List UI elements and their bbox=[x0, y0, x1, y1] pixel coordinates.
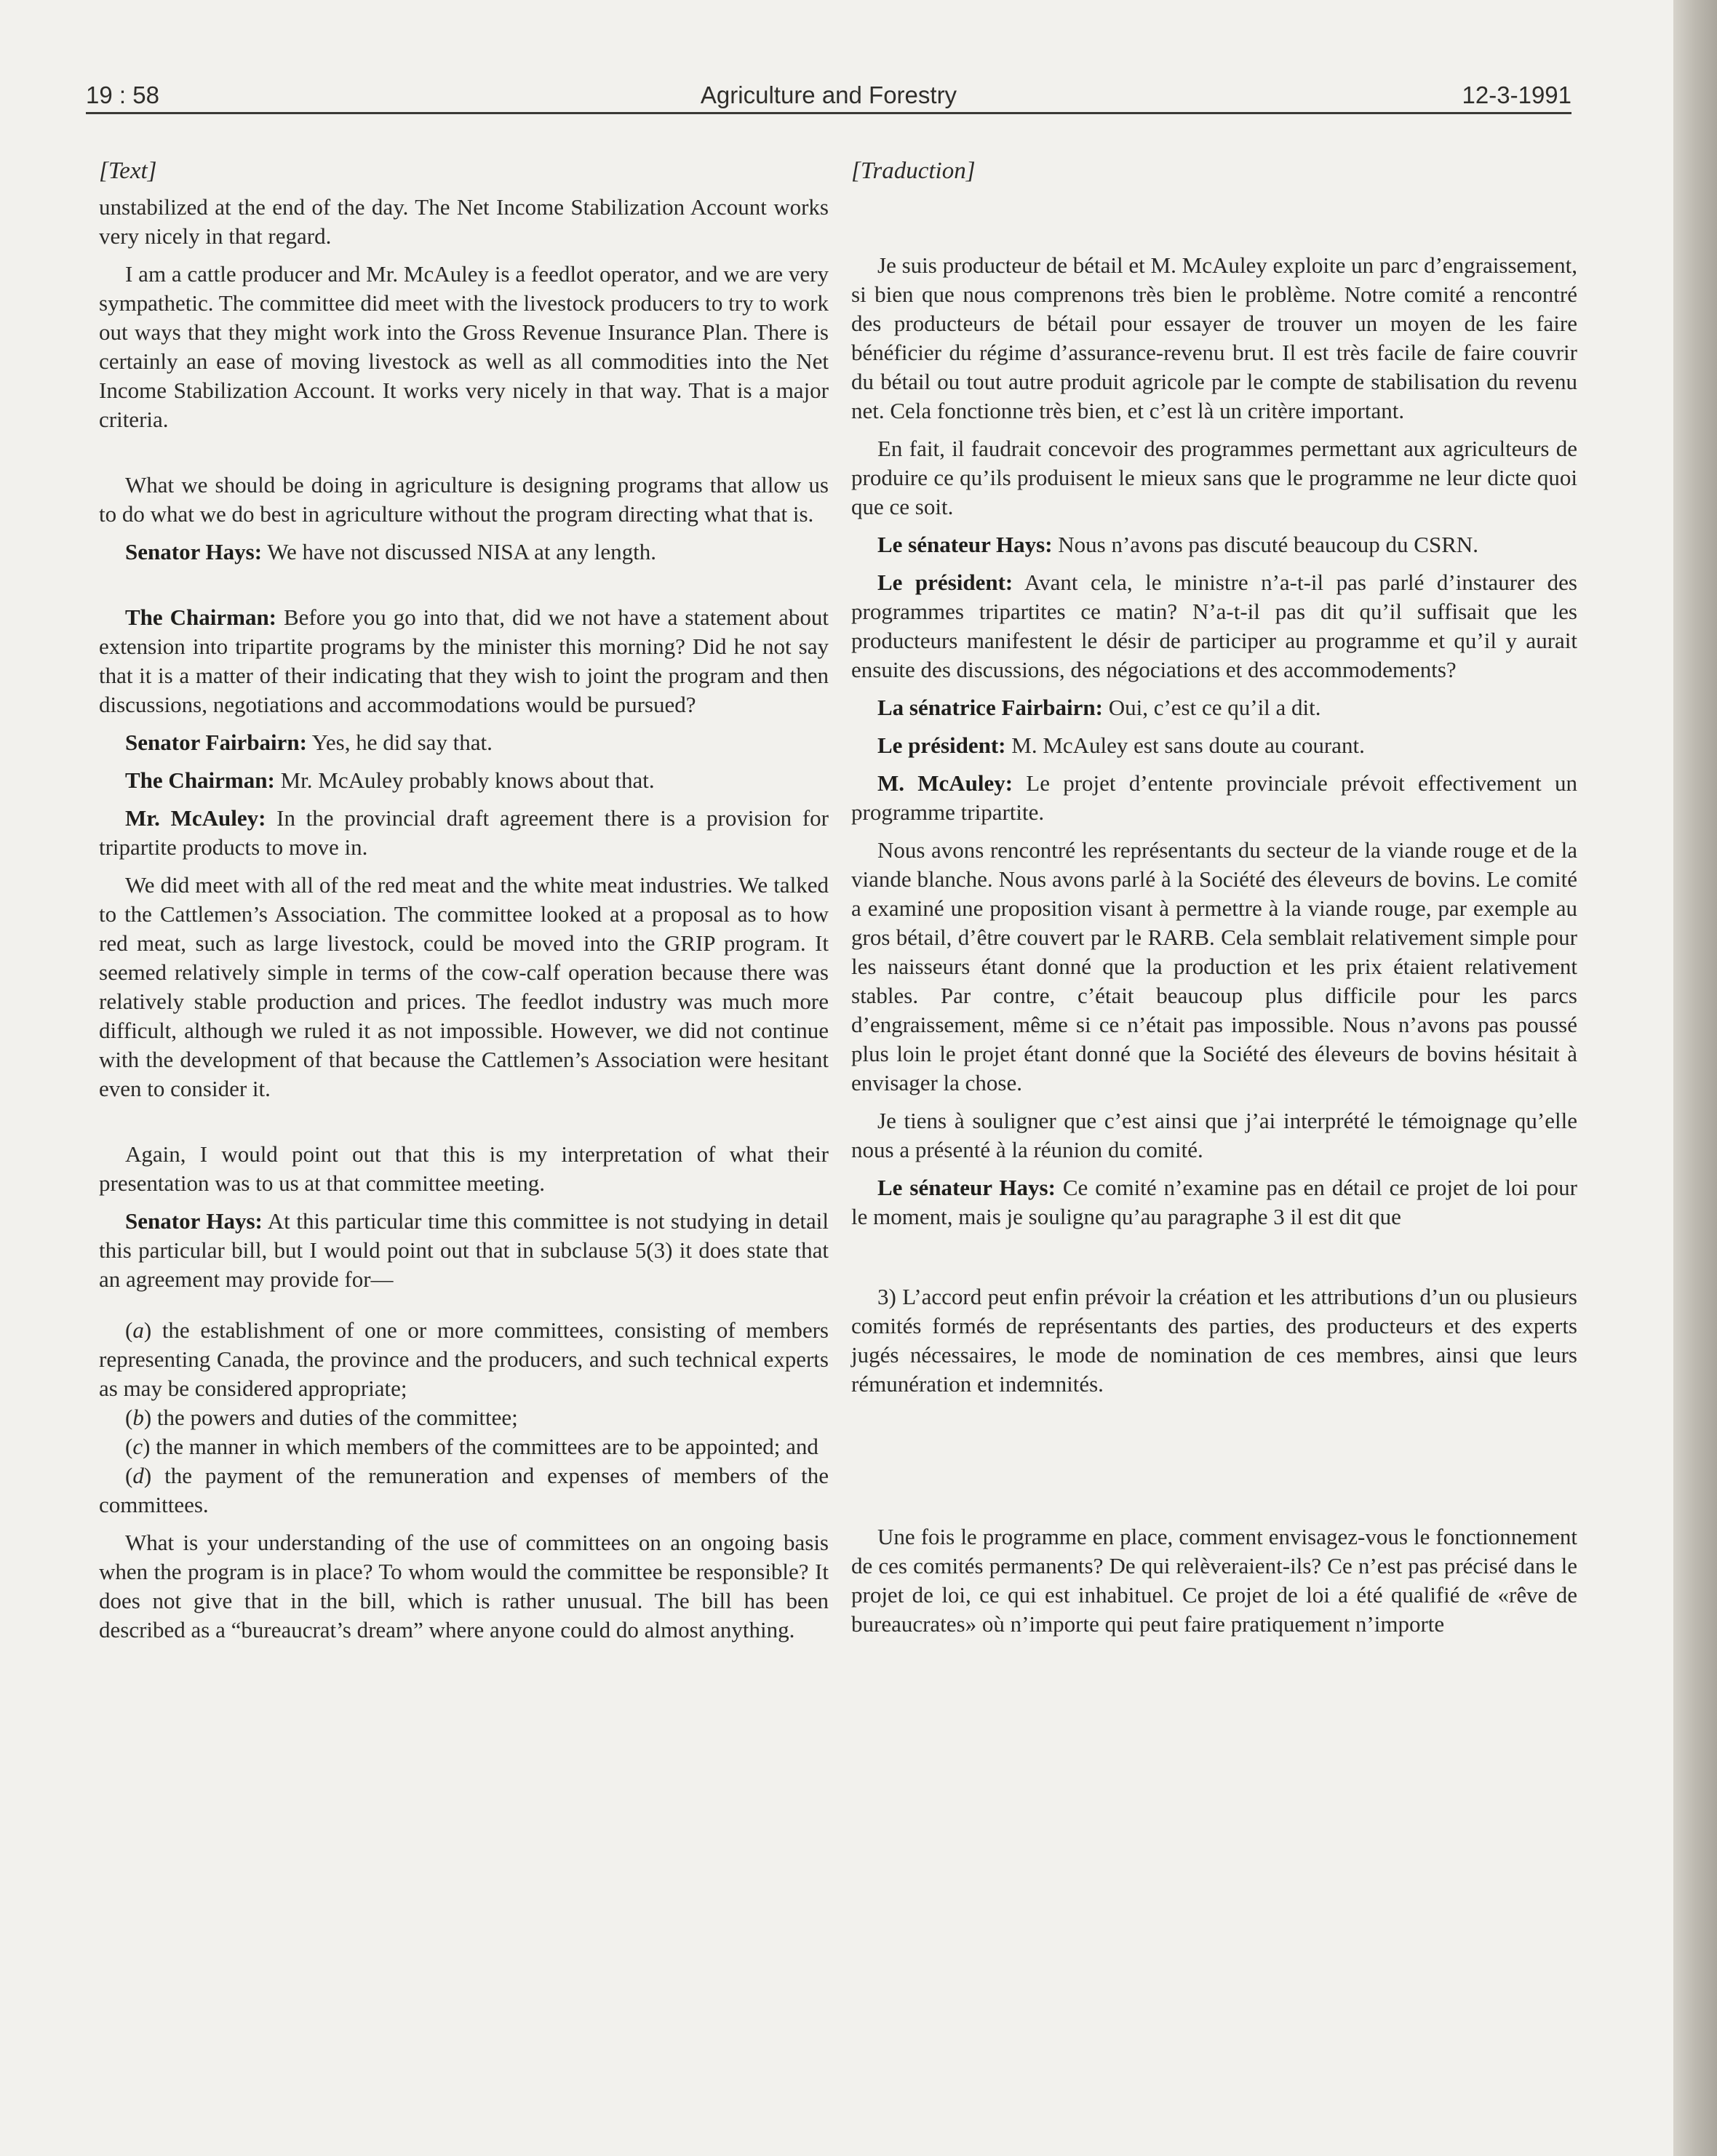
paragraph: What is your understanding of the use of committees on an ongoing basis when the program is in place? To whom would the committee be responsible? It does not give that in the bill, which is rather unusual. The bill has been described as a “bureaucrat’s dream” where anyone could do almost anything. bbox=[99, 1530, 829, 1642]
paragraph: We did meet with all of the red meat and the white meat industries. We talked to the Cattlemen’s Association. The committee looked at a proposal as to how red meat, such as large livestock, could be moved into the GRIP program. It seemed relatively simple in terms of the cow-calf operation because there was relatively stable production and prices. The feedlot industry was much more difficult, although we ruled it as not impossible. However, we did not continue with the development of that because the Cattlemen’s Association were hesitant even to consider it. bbox=[99, 872, 829, 1101]
paragraph: Je tiens à souligner que c’est ainsi que j’ai interprété le témoignage qu’elle nous a présenté à la réunion du comité. bbox=[851, 1108, 1577, 1162]
speech-text: We have not discussed NISA at any length. bbox=[262, 539, 656, 564]
speech-text: Nous n’avons pas discuté beaucoup du CSRN. bbox=[1052, 532, 1479, 557]
clause-text: the payment of the remuneration and expenses of members of the committees. bbox=[99, 1463, 829, 1517]
page-edge-shadow bbox=[1673, 0, 1717, 2156]
english-column bbox=[99, 156, 829, 1645]
clause-d: (d) the payment of the remuneration and expenses of members of the committees. bbox=[99, 1463, 829, 1517]
speech-text: In the provincial draft agreement there is a provision for tripartite products to move in. bbox=[99, 805, 829, 860]
speaker-name: M. McAuley: bbox=[877, 770, 1013, 796]
clause-a: (a) the establishment of one or more committees, consisting of members representing Canada, the province and the producers, and such technical experts as may be considered appropriate; bbox=[99, 1317, 829, 1401]
clause-c: (c) the manner in which members of the committees are to be appointed; and bbox=[125, 1434, 818, 1459]
clause-text: the powers and duties of the committee; bbox=[151, 1405, 518, 1430]
paragraph: What we should be doing in agriculture is designing programs that allow us to do what we do best in agriculture without the program directing what that is. bbox=[99, 472, 829, 527]
paragraph: unstabilized at the end of the day. The Net Income Stabilization Account works very nicely in that regard. bbox=[99, 194, 829, 249]
speaker-name: Mr. McAuley: bbox=[125, 805, 266, 831]
speaker-name: Le président: bbox=[877, 732, 1006, 758]
speech-text: Mr. McAuley probably knows about that. bbox=[274, 767, 655, 793]
speech-text: Before you go into that, did we not have a statement about extension into tripartite programs by the minister this morning? Did he not say that it is a matter of their indicating that they wish to joint the program and then discussions, negotiations and accommodations would be pursued? bbox=[99, 604, 829, 717]
speaker-name: The Chairman: bbox=[125, 604, 277, 630]
clause-text: the manner in which members of the committees are to be appointed; and bbox=[150, 1434, 818, 1459]
speech bbox=[99, 728, 829, 757]
speech bbox=[851, 731, 1577, 760]
clause-letter: d bbox=[132, 1463, 144, 1488]
publication-title: Agriculture and Forestry bbox=[700, 81, 957, 108]
paragraph: Je suis producteur de bétail et M. McAuley exploite un parc d’engraissement, si bien que nous comprenons très bien le problème. Notre comité a rencontré des producteurs de bétail pour essayer de trouver un moyen de les faire bénéficier du régime d’assurance-revenu brut. Il est très facile de faire couvrir du bétail ou tout autre produit agricole par le compte de stabilisation du revenu net. Cela fonctionne très bien, et c’est là un critère important. bbox=[851, 252, 1577, 423]
speech bbox=[99, 538, 829, 567]
clause-text: the establishment of one or more committees, consisting of members representing Canada, the province and the producers, and such technical experts as may be considered appropriate; bbox=[99, 1317, 829, 1401]
speech bbox=[851, 1173, 1577, 1231]
speech bbox=[851, 530, 1577, 559]
text-tag: [Text] bbox=[99, 158, 157, 184]
speech-text: Le projet d’entente provinciale prévoit effectivement un programme tripartite. bbox=[851, 770, 1577, 825]
speaker-name: Senator Hays: bbox=[125, 1208, 263, 1234]
speech bbox=[851, 568, 1577, 684]
speech bbox=[99, 603, 829, 719]
paragraph: Again, I would point out that this is my interpretation of what their presentation was to us at that committee meeting. bbox=[99, 1141, 829, 1196]
speech bbox=[851, 769, 1577, 827]
speech bbox=[99, 766, 829, 795]
speech-text: Oui, c’est ce qu’il a dit. bbox=[1102, 695, 1321, 720]
clause-letter: a bbox=[132, 1317, 144, 1343]
speaker-name: La sénatrice Fairbairn: bbox=[877, 695, 1103, 720]
speaker-name: Le sénateur Hays: bbox=[877, 532, 1053, 557]
speaker-name: Le président: bbox=[877, 570, 1013, 595]
speech bbox=[99, 804, 829, 862]
paragraph: I am a cattle producer and Mr. McAuley is a feedlot operator, and we are very sympathetic. The committee did meet with the livestock producers to try to work out ways that they might work into the Gross Revenue Insurance Plan. There is certainly an ease of moving livestock as well as all commodities into the Net Income Stabilization Account. It works very nicely in that way. That is a major criteria. bbox=[99, 261, 829, 432]
paragraph: Une fois le programme en place, comment envisagez-vous le fonctionnement de ces comités permanents? De qui relèveraient-ils? Ce n’est pas précisé dans le projet de loi, ce qui est inhabituel. Ce projet de loi a été qualifié de «rêve de bureaucrates» où n’importe qui peut faire pratiquement n’importe bbox=[851, 1524, 1577, 1637]
speech-text: Avant cela, le ministre n’a-t-il pas parlé d’instaurer des programmes tripartites ce matin? N’a-t-il pas dit qu’il suffisait que les producteurs manifestent le désir de participer au programme et qu’il y aurait ensuite des discussions, des négociations et des accommodements? bbox=[851, 570, 1577, 682]
clause-letter: c bbox=[132, 1434, 143, 1459]
paragraph: En fait, il faudrait concevoir des programmes permettant aux agriculteurs de produire ce qu’ils produisent le mieux sans que le programme ne leur dicte quoi que ce soit. bbox=[851, 436, 1577, 519]
clause-letter: b bbox=[132, 1405, 144, 1430]
paragraph: Nous avons rencontré les représentants du secteur de la viande rouge et de la viande blanche. Nous avons parlé à la Société des éleveurs de bovins. Le comité a examiné une proposition visant à permettre à la viande rouge, par exemple au gros bétail, d’être couvert par le RARB. Cela semblait relativement simple pour les naisseurs étant donné que la production et les prix étaient relativement stables. Par contre, c’était beaucoup plus difficile pour les parcs d’engraissement, même si ce n’était pas impossible. Nous n’avons pas poussé plus loin le projet étant donné que la Société des éleveurs de bovins hésitait à envisager la chose. bbox=[851, 837, 1577, 1095]
header-date: 12-3-1991 bbox=[1462, 81, 1571, 108]
speaker-name: The Chairman: bbox=[125, 767, 275, 793]
speaker-name: Le sénateur Hays: bbox=[877, 1175, 1056, 1200]
french-column bbox=[851, 156, 1577, 1639]
speech bbox=[851, 693, 1577, 722]
speaker-name: Senator Fairbairn: bbox=[125, 730, 307, 755]
page-number: 19 : 58 bbox=[86, 81, 159, 108]
clause-b: (b) the powers and duties of the committee; bbox=[125, 1405, 518, 1430]
speech-text: Ce comité n’examine pas en détail ce projet de loi pour le moment, mais je souligne qu’au paragraphe 3 il est dit que bbox=[851, 1175, 1577, 1229]
running-header bbox=[86, 76, 1571, 114]
quoted-clause: 3) L’accord peut enfin prévoir la création et les attributions d’un ou plusieurs comités formés de représentants des parties, des producteurs et des experts jugés nécessaires, le mode de nomination de ces membres, ainsi que leurs rémunération et indemnités. bbox=[851, 1284, 1577, 1397]
speech bbox=[99, 1207, 829, 1294]
speech-text: Yes, he did say that. bbox=[307, 730, 493, 755]
speaker-name: Senator Hays: bbox=[125, 539, 263, 564]
translation-tag: [Traduction] bbox=[851, 158, 976, 184]
speech-text: M. McAuley est sans doute au courant. bbox=[1005, 732, 1365, 758]
speech-text: At this particular time this committee is not studying in detail this particular bill, but I would point out that in subclause 5(3) it does state that an agreement may provide for— bbox=[99, 1208, 829, 1292]
